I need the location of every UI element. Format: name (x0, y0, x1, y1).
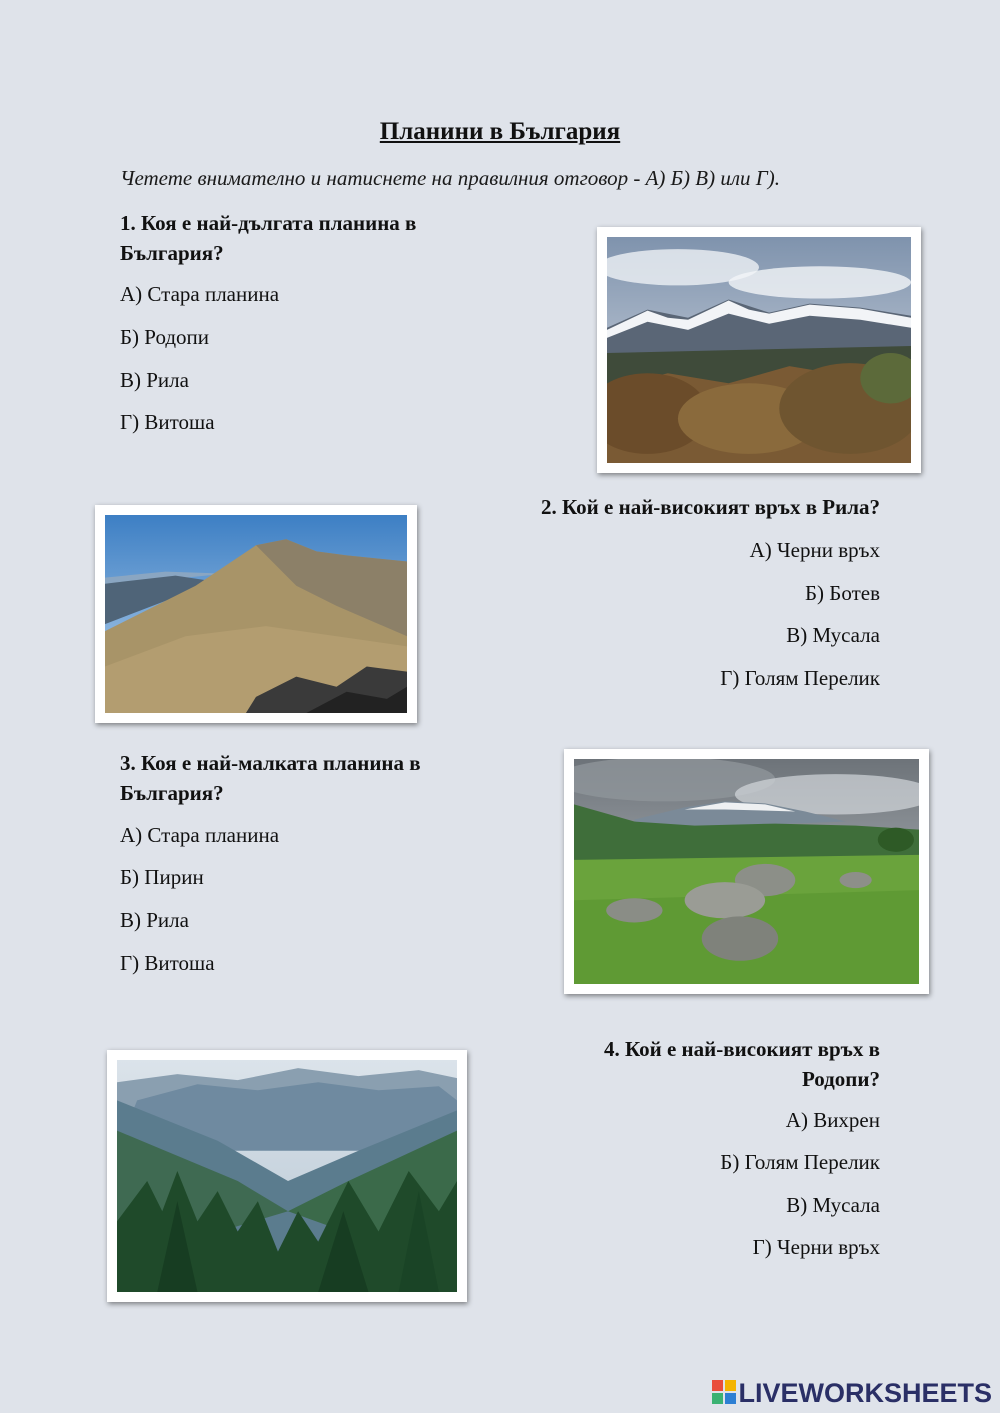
page-title: Планини в България (379, 118, 621, 145)
question-3-line2: България? (120, 781, 224, 805)
liveworksheets-logo-icon (712, 1380, 736, 1411)
q2-option-a[interactable]: А) Черни връх (749, 538, 880, 562)
question-1-text (120, 208, 416, 268)
question-1-line2: България? (120, 241, 224, 265)
q1-option-a[interactable]: А) Стара планина (120, 282, 280, 306)
question-4-line2: Родопи? (801, 1067, 880, 1091)
question-4-text (604, 1034, 880, 1094)
rila-ridge-photo (95, 505, 417, 723)
q2-option-d[interactable]: Г) Голям Перелик (720, 666, 880, 690)
q4-option-c[interactable]: В) Мусала (786, 1193, 880, 1217)
rhodopes-forest-photo (107, 1050, 467, 1302)
q3-option-c[interactable]: В) Рила (120, 908, 189, 932)
q1-option-c[interactable]: В) Рила (120, 368, 189, 392)
q4-option-a[interactable]: А) Вихрен (785, 1108, 880, 1132)
q4-option-b[interactable]: Б) Голям Перелик (720, 1150, 880, 1174)
question-3-line1: 3. Коя е най-малката планина в (120, 751, 421, 775)
instructions-text: Четете внимателно и натиснете на правилния отговор - А) Б) В) или Г). (120, 166, 780, 190)
question-3-text (120, 748, 421, 808)
q3-option-a[interactable]: А) Стара планина (120, 823, 280, 847)
question-1-line1: 1. Коя е най-дългата планина в (120, 211, 417, 235)
question-4-line1: 4. Кой е най-високият връх в (603, 1037, 880, 1061)
vitosha-meadow-photo (564, 749, 929, 994)
stara-planina-photo (597, 227, 921, 473)
q1-option-d[interactable]: Г) Витоша (120, 410, 215, 434)
liveworksheets-brand[interactable] (712, 1378, 992, 1411)
q2-option-c[interactable]: В) Мусала (786, 623, 880, 647)
q2-option-b[interactable]: Б) Ботев (805, 581, 880, 605)
q1-option-b[interactable]: Б) Родопи (120, 325, 210, 349)
brand-name: LIVEWORKSHEETS (738, 1378, 992, 1408)
q3-option-b[interactable]: Б) Пирин (120, 865, 204, 889)
q4-option-d[interactable]: Г) Черни връх (752, 1235, 880, 1259)
question-2-text: 2. Кой е най-високият връх в Рила? (541, 495, 880, 519)
q3-option-d[interactable]: Г) Витоша (120, 951, 215, 975)
